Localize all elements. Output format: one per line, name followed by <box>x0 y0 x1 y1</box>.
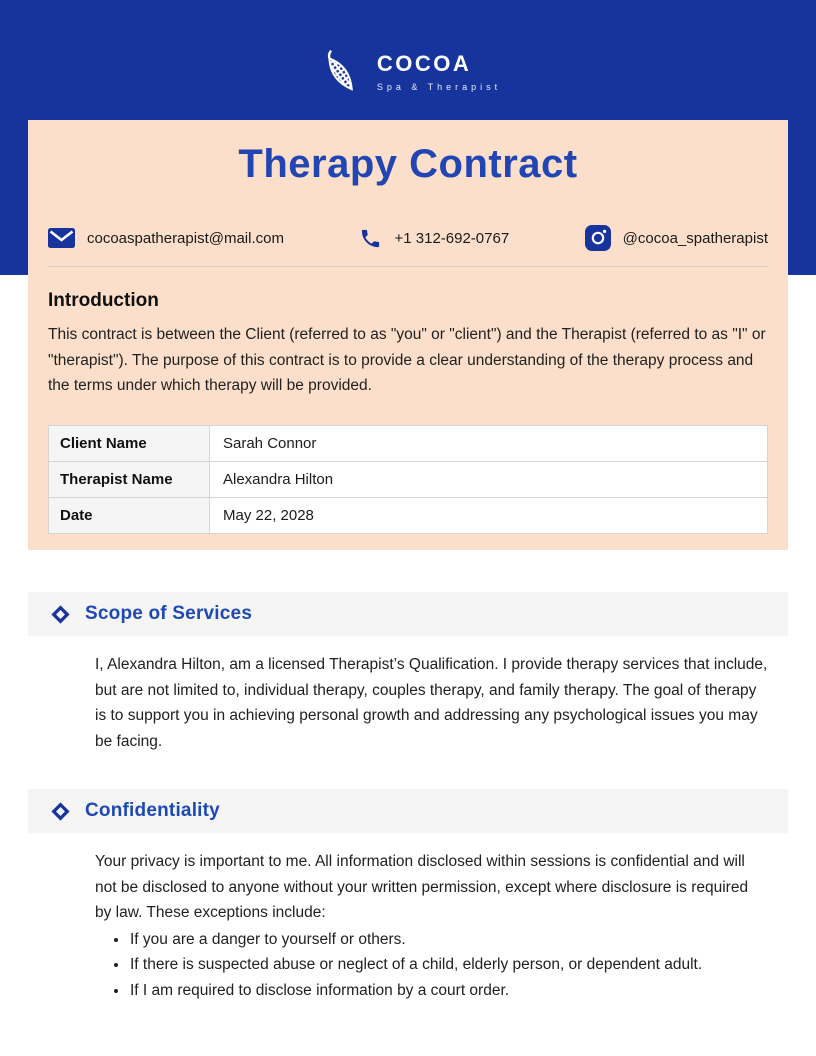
confidentiality-exceptions-list <box>95 927 768 1004</box>
section-header-bar <box>28 592 788 636</box>
introduction-heading: Introduction <box>48 290 159 311</box>
section-body <box>28 636 788 754</box>
diamond-icon <box>49 800 72 823</box>
contact-instagram-text: @cocoa_spatherapist <box>622 229 768 247</box>
email-icon <box>48 228 75 248</box>
therapist-name-value: Alexandra Hilton <box>210 461 768 497</box>
section-title: Scope of Services <box>85 603 253 624</box>
contact-phone[interactable] <box>359 227 509 250</box>
sections-container <box>0 592 816 1003</box>
date-label: Date <box>49 497 210 533</box>
contact-divider <box>48 266 768 267</box>
client-name-value: Sarah Connor <box>210 425 768 461</box>
list-item: • If I am required to disclose information by a court order. <box>129 978 768 1004</box>
contact-instagram[interactable] <box>585 225 768 251</box>
phone-icon <box>359 227 382 250</box>
client-name-label: Client Name <box>49 425 210 461</box>
section-confidentiality <box>28 789 788 1003</box>
brand-logo <box>0 0 816 98</box>
brand-text <box>377 52 501 92</box>
contact-row <box>48 225 768 251</box>
therapist-name-label: Therapist Name <box>49 461 210 497</box>
table-row <box>49 497 768 533</box>
brand-name: COCOA <box>376 50 472 76</box>
page-title: Therapy Contract <box>238 142 578 186</box>
list-item: • If there is suspected abuse or neglect of a child, elderly person, or dependent adult. <box>129 952 768 978</box>
contact-email-text: cocoaspatherapist@mail.com <box>87 229 284 247</box>
details-table <box>48 425 768 534</box>
confidentiality-text: Your privacy is important to me. All information disclosed within sessions is confidential and will not be disclosed to anyone without your written permission, except where disclosure is required by law. These exceptions include: <box>95 853 749 921</box>
contact-email[interactable] <box>48 228 284 248</box>
section-title: Confidentiality <box>85 800 220 821</box>
list-item: • If you are a danger to yourself or others. <box>129 927 768 953</box>
section-header-bar <box>28 789 788 833</box>
date-value: May 22, 2028 <box>210 497 768 533</box>
section-scope-of-services <box>28 592 788 754</box>
table-row <box>49 461 768 497</box>
brand-tagline: Spa & Therapist <box>376 82 502 93</box>
instagram-icon <box>585 225 611 251</box>
cocoa-pod-icon <box>315 46 365 98</box>
table-row <box>49 425 768 461</box>
diamond-icon <box>49 603 72 626</box>
contract-card <box>28 120 788 550</box>
scope-of-services-text: I, Alexandra Hilton, am a licensed Therapist’s Qualification. I provide therapy services that include, but are not limited to, individual therapy, couples therapy, and family therapy. The goal of therapy is to support you in achieving personal growth and addressing any psychological issues you may be facing. <box>95 656 768 750</box>
contact-phone-text: +1 312-692-0767 <box>394 229 510 247</box>
introduction-body: This contract is between the Client (referred to as "you" or "client") and the Therapist (referred to as "I" or "therapist"). The purpose of this contract is to provide a clear understanding of the therapy process and the terms under which therapy will be provided. <box>48 326 766 394</box>
section-body <box>28 833 788 1003</box>
